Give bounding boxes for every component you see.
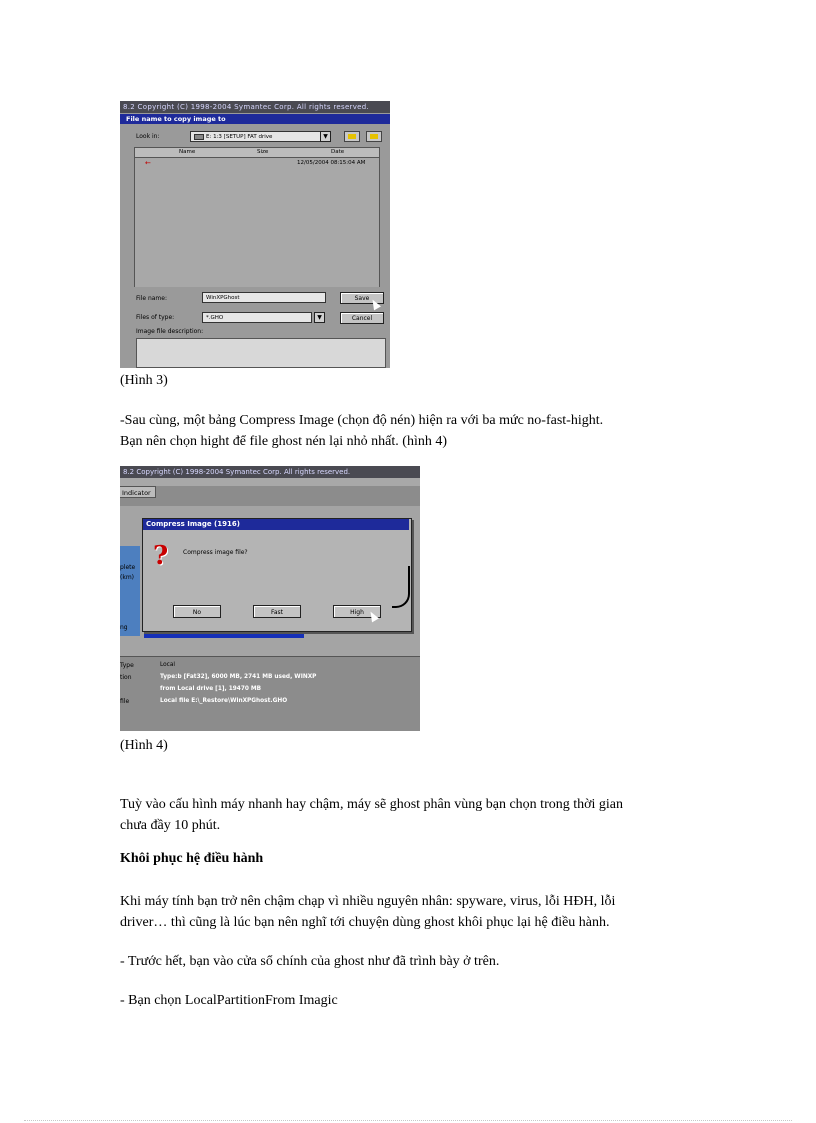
info-key: tion xyxy=(120,674,132,681)
column-size: Size xyxy=(257,149,269,155)
info-key: file xyxy=(120,698,130,705)
compress-image-dialog xyxy=(142,518,412,632)
figure-4-screenshot xyxy=(120,466,420,731)
section-heading: Khôi phục hệ điều hành xyxy=(120,851,264,866)
file-list-header xyxy=(135,148,379,158)
fast-button[interactable]: Fast xyxy=(253,605,301,618)
no-button[interactable]: No xyxy=(173,605,221,618)
figure-3-screenshot xyxy=(120,101,390,368)
cancel-button[interactable]: Cancel xyxy=(340,312,384,324)
drive-icon xyxy=(194,134,204,140)
bullet-2: - Bạn chọn LocalPartitionFrom Imagic xyxy=(120,993,338,1008)
menu-strip xyxy=(120,478,420,486)
parent-folder-icon: ← xyxy=(145,159,151,167)
file-name-label: File name: xyxy=(136,295,167,302)
figure-4-caption: (Hình 4) xyxy=(120,738,168,753)
tab-indicator[interactable]: Indicator xyxy=(120,486,156,498)
info-value: Local file E:\_Restore\WinXPGhost.GHO xyxy=(160,698,288,704)
partition-info-panel xyxy=(120,656,420,731)
new-folder-icon[interactable] xyxy=(366,131,382,142)
paragraph-3-line-1: Khi máy tính bạn trở nên chậm chạp vì nhiều nguyên nhân: spyware, virus, lỗi HĐH, lỗi xyxy=(120,894,616,909)
page-bottom-divider xyxy=(24,1120,792,1121)
ghost-copyright-bar: 8.2 Copyright (C) 1998-2004 Symantec Corp. All rights reserved. xyxy=(120,101,390,113)
row-date: 12/05/2004 08:15:04 AM xyxy=(297,160,366,166)
save-button[interactable]: Save xyxy=(340,292,384,304)
paragraph-2-line-1: Tuỳ vào cấu hình máy nhanh hay chậm, máy sẽ ghost phân vùng bạn chọn trong thời gian xyxy=(120,797,624,812)
left-label-2: (km) xyxy=(120,574,135,581)
question-icon: ? xyxy=(153,541,169,571)
high-button[interactable]: High xyxy=(333,605,381,618)
paragraph-3-line-2: driver… thì cũng là lúc bạn nên nghĩ tới chuyện dùng ghost khôi phục lại hệ điều hành. xyxy=(120,915,610,930)
files-of-type-dropdown[interactable]: *.GHO xyxy=(202,312,312,323)
file-name-input[interactable]: WinXPGhost xyxy=(202,292,326,303)
info-value: from Local drive [1], 19470 MB xyxy=(160,686,262,692)
ghost-copyright-bar: 8.2 Copyright (C) 1998-2004 Symantec Corp. All rights reserved. xyxy=(120,466,420,478)
left-label-3: ng xyxy=(120,624,128,631)
column-date: Date xyxy=(331,149,345,155)
image-description-label: Image file description: xyxy=(136,328,204,335)
decorative-curve xyxy=(392,566,410,608)
paragraph-1-line-1: -Sau cùng, một bảng Compress Image (chọn độ nén) hiện ra với ba mức no-fast-hight. xyxy=(120,413,604,428)
look-in-value: E: 1:3 [SETUP] FAT drive xyxy=(206,134,273,140)
image-description-input[interactable] xyxy=(136,338,386,368)
chevron-down-icon[interactable]: ▼ xyxy=(314,312,325,323)
dialog-title: Compress Image (1916) xyxy=(143,519,409,530)
look-in-label: Look in: xyxy=(136,133,160,140)
chevron-down-icon[interactable]: ▼ xyxy=(320,131,331,142)
dialog-message: Compress image file? xyxy=(183,549,248,556)
files-of-type-label: Files of type: xyxy=(136,314,175,321)
info-value: Type:b [Fat32], 6000 MB, 2741 MB used, WINXP xyxy=(160,674,317,680)
info-key: Type xyxy=(120,662,134,669)
look-in-dropdown[interactable] xyxy=(190,131,330,142)
left-progress-panel xyxy=(120,546,140,636)
info-value: Local xyxy=(160,662,176,668)
bullet-1: - Trước hết, bạn vào cửa sổ chính của ghost như đã trình bày ở trên. xyxy=(120,954,500,969)
paragraph-1-line-2: Bạn nên chọn hight để file ghost nén lại nhỏ nhất. (hình 4) xyxy=(120,434,447,449)
up-folder-icon[interactable] xyxy=(344,131,360,142)
list-item[interactable] xyxy=(135,159,379,167)
dialog-title: File name to copy image to xyxy=(120,114,390,124)
figure-3-caption: (Hình 3) xyxy=(120,373,168,388)
column-name: Name xyxy=(179,149,196,155)
left-label-1: plete xyxy=(120,564,136,571)
paragraph-2-line-2: chưa đầy 10 phút. xyxy=(120,818,221,833)
